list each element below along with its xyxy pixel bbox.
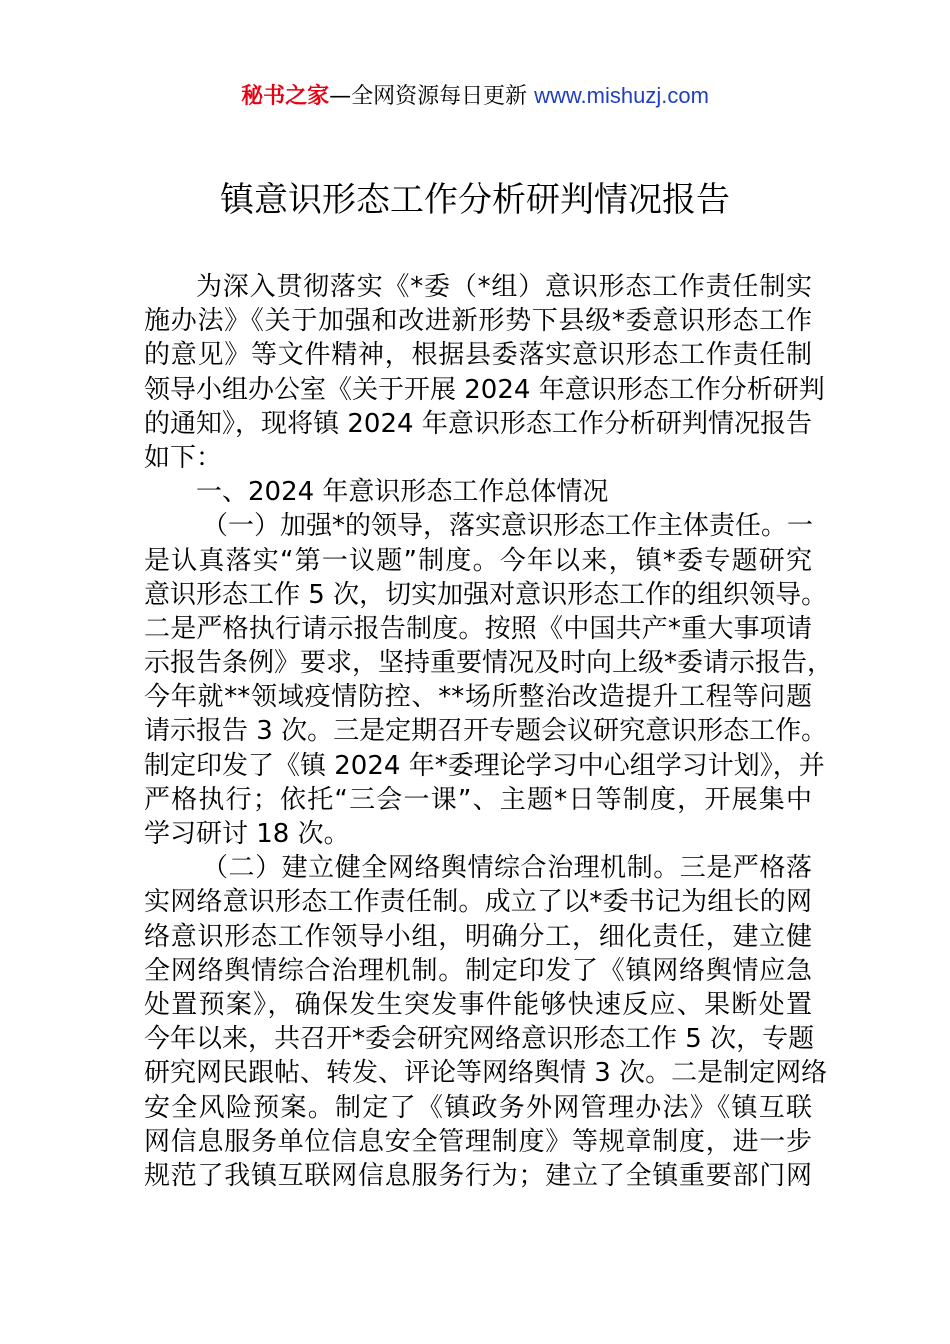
body-line: 请示报告 3 次。三是定期召开专题会议研究意识形态工作。 xyxy=(144,716,828,747)
body-line: 学习研讨 18 次。 xyxy=(144,819,350,849)
body-line: 今年以来，共召开*委会研究网络意识形态工作 5 次，专题 xyxy=(144,1024,815,1055)
body-line: 的意见》等文件精神，根据县委落实意识形态工作责任制 xyxy=(144,340,812,371)
header-tagline: —全网资源每日更新 xyxy=(329,84,535,109)
body-line: 为深入贯彻落实《*委（*组）意识形态工作责任制实 xyxy=(196,272,812,302)
body-line: 施办法》《关于加强和改进新形势下县级*委意识形态工作 xyxy=(144,306,812,337)
body-line: 络意识形态工作领导小组，明确分工，细化责任，建立健 xyxy=(144,921,812,952)
body-line: 意识形态工作 5 次，切实加强对意识形态工作的组织领导。 xyxy=(144,579,828,610)
site-header xyxy=(0,80,950,113)
body-line: 制定印发了《镇 2024 年*委理论学习中心组学习计划》，并 xyxy=(144,750,825,781)
site-url[interactable]: www.mishuzj.com xyxy=(534,83,709,108)
body-line: 处置预案》，确保发生突发事件能够快速反应、果断处置 xyxy=(144,989,812,1020)
body-line: 实网络意识形态工作责任制。成立了以*委书记为组长的网 xyxy=(144,887,812,918)
body-line: （二）建立健全网络舆情综合治理机制。三是严格落 xyxy=(202,853,812,884)
brand-name: 秘书之家 xyxy=(241,84,330,109)
body-line: 示报告条例》要求，坚持重要情况及时向上级*委请示报告， xyxy=(144,648,834,679)
document-body xyxy=(144,270,834,1193)
body-line: 如下： xyxy=(144,442,223,473)
body-line: （一）加强*的领导，落实意识形态工作主体责任。一 xyxy=(202,511,814,542)
body-line: 安全风险预案。制定了《镇政务外网管理办法》《镇互联 xyxy=(144,1092,812,1123)
body-line: 严格执行；依托“三会一课”、主题*日等制度，开展集中 xyxy=(144,784,812,815)
body-line: 今年就**领域疫情防控、**场所整治改造提升工程等问题 xyxy=(144,682,812,713)
body-line: 是认真落实“第一议题”制度。今年以来，镇*委专题研究 xyxy=(144,545,812,576)
body-line: 二是严格执行请示报告制度。按照《中国共产*重大事项请 xyxy=(144,613,812,644)
body-line: 网信息服务单位信息安全管理制度》等规章制度，进一步 xyxy=(144,1126,812,1157)
body-line: 全网络舆情综合治理机制。制定印发了《镇网络舆情应急 xyxy=(144,955,812,986)
body-line: 领导小组办公室《关于开展 2024 年意识形态工作分析研判 xyxy=(144,374,825,405)
section-heading: 一、2024 年意识形态工作总体情况 xyxy=(196,477,609,508)
body-line: 研究网民跟帖、转发、评论等网络舆情 3 次。二是制定网络 xyxy=(144,1058,828,1089)
document-title: 镇意识形态工作分析研判情况报告 xyxy=(220,180,730,220)
body-line: 规范了我镇互联网信息服务行为；建立了全镇重要部门网 xyxy=(144,1160,812,1191)
body-line: 的通知》，现将镇 2024 年意识形态工作分析研判情况报告 xyxy=(144,408,812,439)
